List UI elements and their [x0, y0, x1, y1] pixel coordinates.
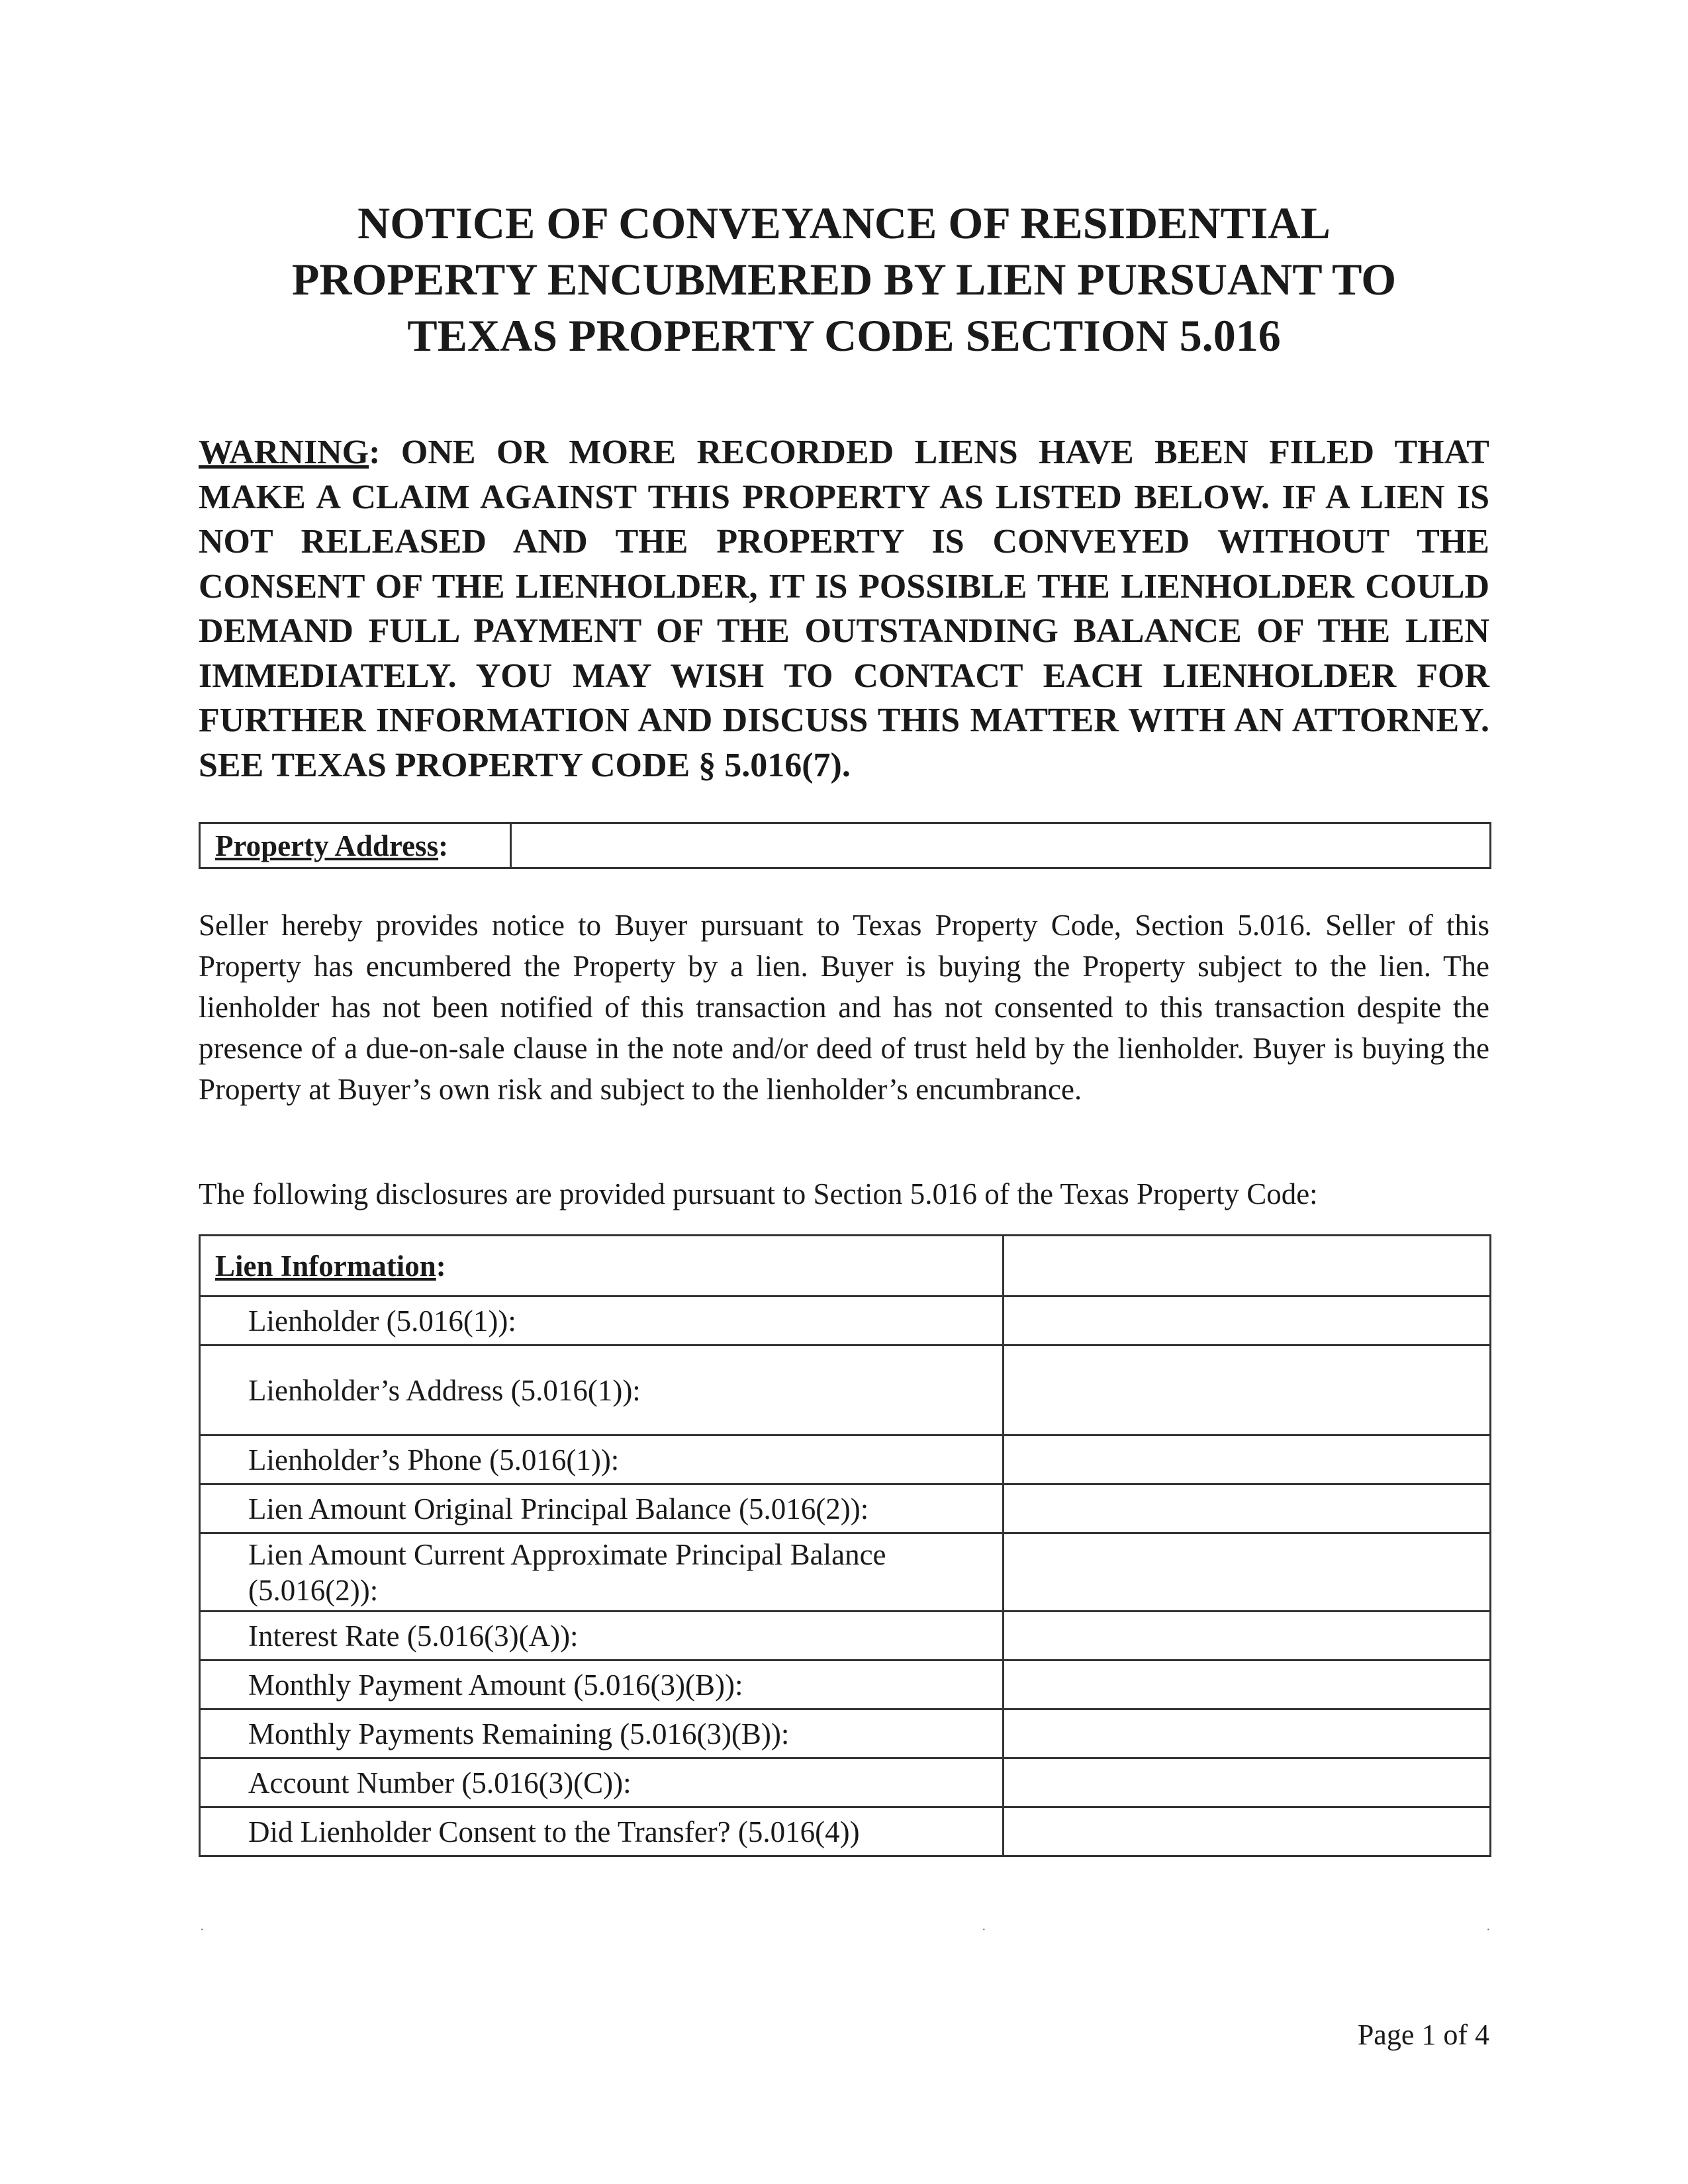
lien-row-monthly-payment [200, 1661, 1491, 1709]
property-address-colon: : [438, 829, 449, 862]
lien-row-label: Account Number (5.016(3)(C)): [200, 1758, 1004, 1807]
lien-row-label: Monthly Payments Remaining (5.016(3)(B)): [200, 1709, 1004, 1758]
property-address-value-field[interactable] [511, 823, 1491, 868]
seller-notice-paragraph: Seller hereby provides notice to Buyer pursuant to Texas Property Code, Section 5.016. Seller of this Property has encumbered the Property by a lien. Buyer is buying the Property subject to the lien. The lienholder has not been notified of this transaction and has not consented to this transaction despite the presence of a due-on-sale clause in the note and/or deed of trust held by the lienholder. Buyer is buying the Property at Buyer’s own risk and subject to the lienholder’s encumbrance. [199, 909, 1489, 1106]
title-line-3: TEXAS PROPERTY CODE SECTION 5.016 [407, 310, 1281, 361]
warning-text: ONE OR MORE RECORDED LIENS HAVE BEEN FILED THAT MAKE A CLAIM AGAINST THIS PROPERTY AS LISTED BELOW. IF A LIEN IS NOT RELEASED AND THE PROPERTY IS CONVEYED WITHOUT THE CONSENT OF THE LIENHOLDER, IT IS POSSIBLE THE LIENHOLDER COULD DEMAND FULL PAYMENT OF THE OUTSTANDING BALANCE OF THE LIEN IMMEDIATELY. YOU MAY WISH TO CONTACT EACH LIENHOLDER FOR FURTHER INFORMATION AND DISCUSS THIS MATTER WITH AN ATTORNEY. SEE TEXAS PROPERTY CODE § 5.016(7). [199, 433, 1489, 784]
lien-row-current-balance [200, 1533, 1491, 1612]
monthly-payments-remaining-field[interactable] [1004, 1709, 1491, 1758]
warning-label: WARNING [199, 433, 369, 471]
lien-row-label: Interest Rate (5.016(3)(A)): [200, 1612, 1004, 1661]
lien-information-label: Lien Information [215, 1249, 436, 1283]
property-address-label-cell [200, 823, 511, 868]
lien-row-label: Lien Amount Current Approximate Principal Balance (5.016(2)): [200, 1533, 1004, 1612]
lien-row-label: Lienholder (5.016(1)): [200, 1297, 1004, 1345]
lienholder-address-field[interactable] [1004, 1345, 1491, 1435]
lien-row-lienholder [200, 1297, 1491, 1345]
interest-rate-field[interactable] [1004, 1612, 1491, 1661]
lienholder-consent-field[interactable] [1004, 1807, 1491, 1856]
lien-information-header-value[interactable] [1004, 1236, 1491, 1297]
lien-row-label: Lienholder’s Address (5.016(1)): [200, 1345, 1004, 1435]
scan-mark: · [200, 1923, 205, 1937]
lien-row-consent [200, 1807, 1491, 1856]
lien-information-colon: : [436, 1249, 446, 1283]
original-principal-balance-field[interactable] [1004, 1484, 1491, 1533]
scan-mark: · [982, 1923, 986, 1937]
lien-row-account-number [200, 1758, 1491, 1807]
lien-row-lienholder-address [200, 1345, 1491, 1435]
lien-row-original-balance [200, 1484, 1491, 1533]
lien-row-label: Lienholder’s Phone (5.016(1)): [200, 1435, 1004, 1484]
account-number-field[interactable] [1004, 1758, 1491, 1807]
lienholder-field[interactable] [1004, 1297, 1491, 1345]
page-number: Page 1 of 4 [1357, 2019, 1489, 2051]
lien-row-interest-rate [200, 1612, 1491, 1661]
lien-row-payments-remaining [200, 1709, 1491, 1758]
lien-row-lienholder-phone [200, 1435, 1491, 1484]
title-line-2: PROPERTY ENCUBMERED BY LIEN PURSUANT TO [291, 254, 1397, 304]
lien-table-header-row [200, 1236, 1491, 1297]
lien-row-label: Lien Amount Original Principal Balance (5.016(2)): [200, 1484, 1004, 1533]
lien-information-header [200, 1236, 1004, 1297]
title-line-1: NOTICE OF CONVEYANCE OF RESIDENTIAL [357, 198, 1331, 248]
lien-row-label: Monthly Payment Amount (5.016(3)(B)): [200, 1661, 1004, 1709]
property-address-row [200, 823, 1491, 868]
monthly-payment-amount-field[interactable] [1004, 1661, 1491, 1709]
property-address-table [199, 822, 1491, 869]
warning-colon: : [369, 433, 381, 471]
disclosures-intro-paragraph: The following disclosures are provided pursuant to Section 5.016 of the Texas Property Code: [199, 1177, 1318, 1210]
property-address-label: Property Address [215, 829, 439, 862]
lien-information-table [199, 1234, 1491, 1857]
lien-row-label: Did Lienholder Consent to the Transfer? (5.016(4)) [200, 1807, 1004, 1856]
lienholder-phone-field[interactable] [1004, 1435, 1491, 1484]
warning-notice [199, 430, 1489, 788]
scan-mark: · [1486, 1923, 1491, 1937]
current-principal-balance-field[interactable] [1004, 1533, 1491, 1612]
document-title [199, 195, 1489, 364]
